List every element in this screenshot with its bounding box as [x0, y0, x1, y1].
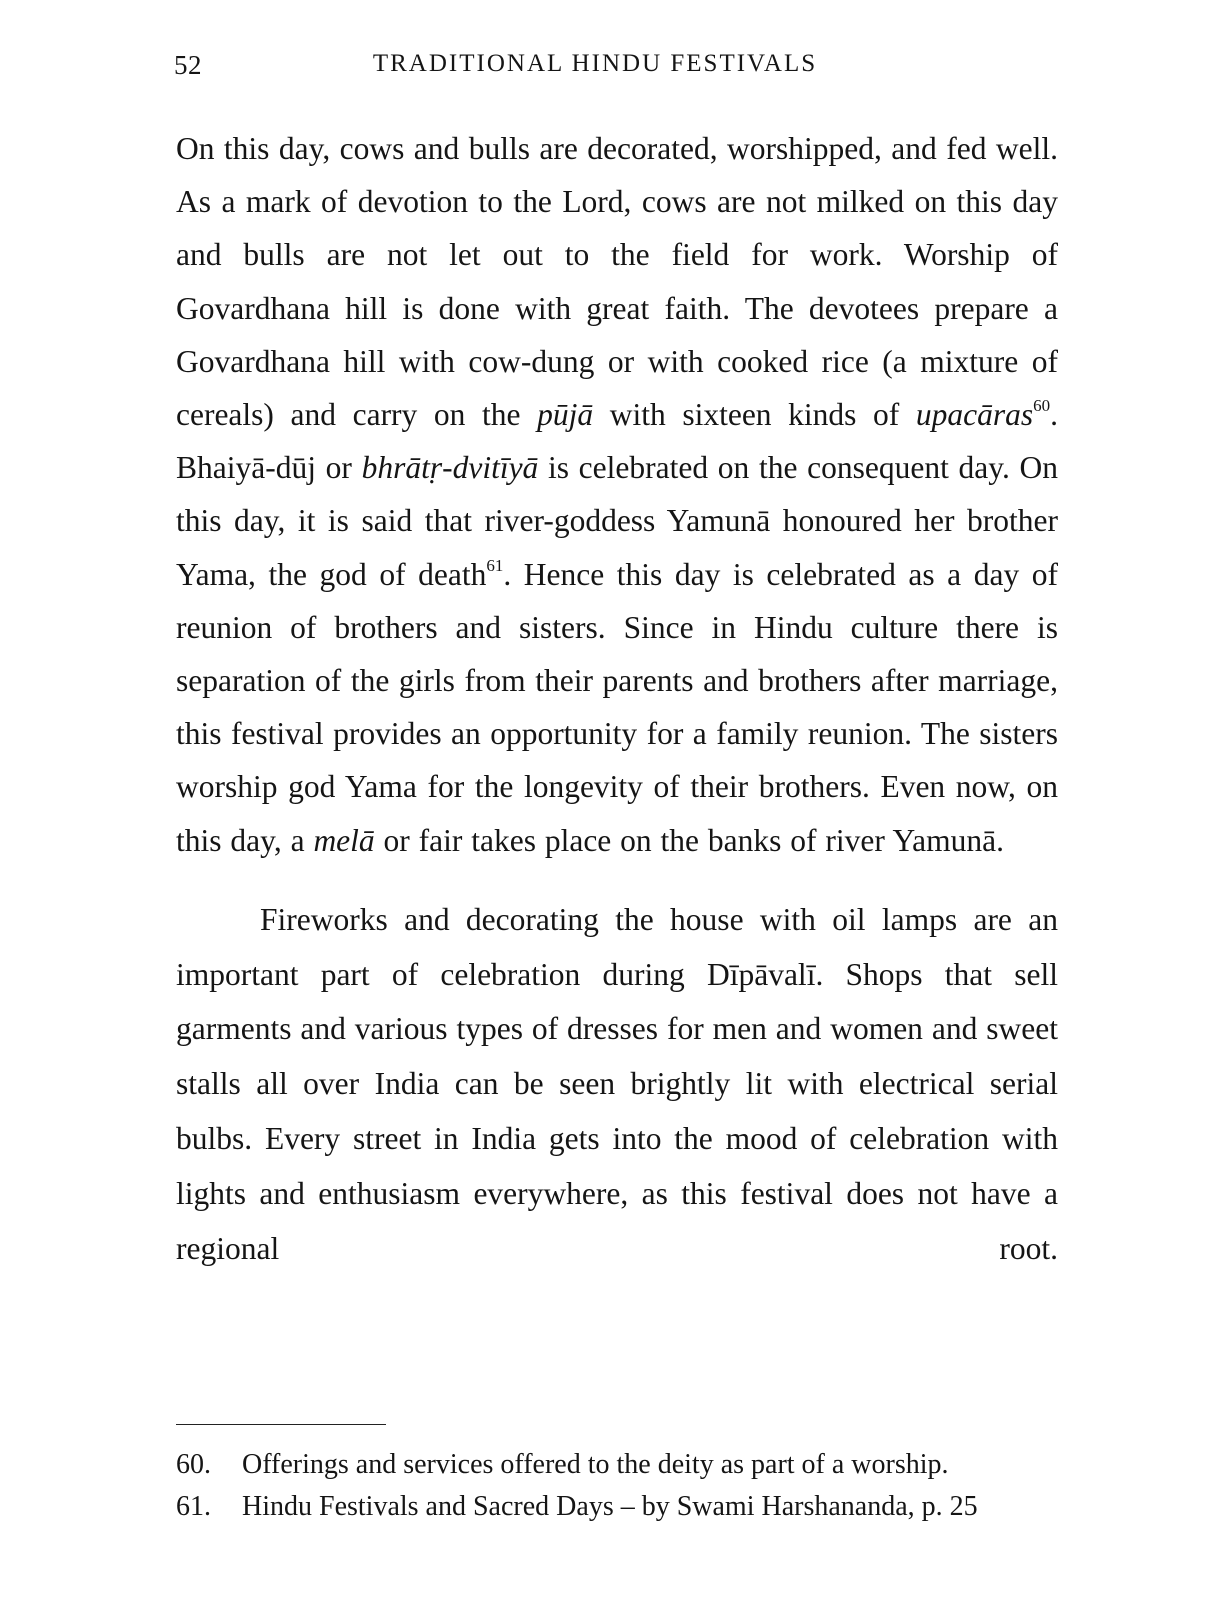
italic-term-upacaras: upacāras — [915, 397, 1034, 433]
text-run: is celebrated on the consequent day. On this day, it is said that river-goddess Yamunā honoured her brother Yama, the god of death — [176, 450, 1058, 592]
italic-term-mela: melā — [313, 822, 375, 858]
footnote-60 — [176, 1444, 1058, 1486]
footnote-61 — [176, 1486, 1058, 1528]
footnotes — [176, 1444, 1058, 1528]
footnote-ref-60[interactable]: 60 — [1033, 396, 1051, 416]
text-run: or fair takes place on the banks of river Yamunā. — [374, 822, 1004, 858]
page-number: 52 — [174, 50, 202, 80]
paragraph-1 — [176, 122, 1058, 867]
text-run: On this day, cows and bulls are decorated, worshipped, and fed well. As a mark of devotion to the Lord, cows are not milked on this day and bulls are not let out to the field for work. Worship of Govardhana hill is done with great faith. The devotees prepare a Govardhana hill with cow-dung or with cooked rice (a mixture of cereals) and carry on the — [176, 131, 1058, 433]
footnote-ref-61[interactable]: 61 — [486, 555, 504, 575]
italic-term-puja: pūjā — [537, 397, 594, 433]
footnote-text: Offerings and services offered to the deity as part of a worship. — [242, 1449, 949, 1480]
footnote-number: 61. — [176, 1491, 211, 1522]
footnote-divider — [176, 1424, 386, 1425]
footnote-number: 60. — [176, 1449, 211, 1480]
footnote-text: Hindu Festivals and Sacred Days – by Swami Harshananda, p. 25 — [242, 1491, 978, 1522]
text-run: . Bhaiyā-dūj or — [176, 397, 1058, 486]
paragraph-2: Fireworks and decorating the house with oil lamps are an important part of celebration during Dīpāvalī. Shops that sell garments and various types of dresses for men and women and sweet stalls all over India can be seen brightly lit with electrical serial bulbs. Every street in India gets into the mood of celebration with lights and enthusiasm everywhere, as this festival does not have a regional root. — [176, 901, 1058, 1266]
italic-term-bhratr-dvitiya: bhrātṛ-dvitīyā — [361, 450, 539, 486]
text-run: . Hence this day is celebrated as a day of reunion of brothers and sisters. Since in Hindu culture there is separation of the girls from their parents and brothers after marriage, this festival provides an opportunity for a family reunion. The sisters worship god Yama for the longevity of their brothers. Even now, on this day, a — [176, 556, 1058, 858]
running-head — [174, 50, 1058, 90]
body-text — [176, 122, 1058, 1276]
text-run: with sixteen kinds of — [593, 397, 916, 433]
running-title: TRADITIONAL HINDU FESTIVALS — [372, 50, 818, 77]
